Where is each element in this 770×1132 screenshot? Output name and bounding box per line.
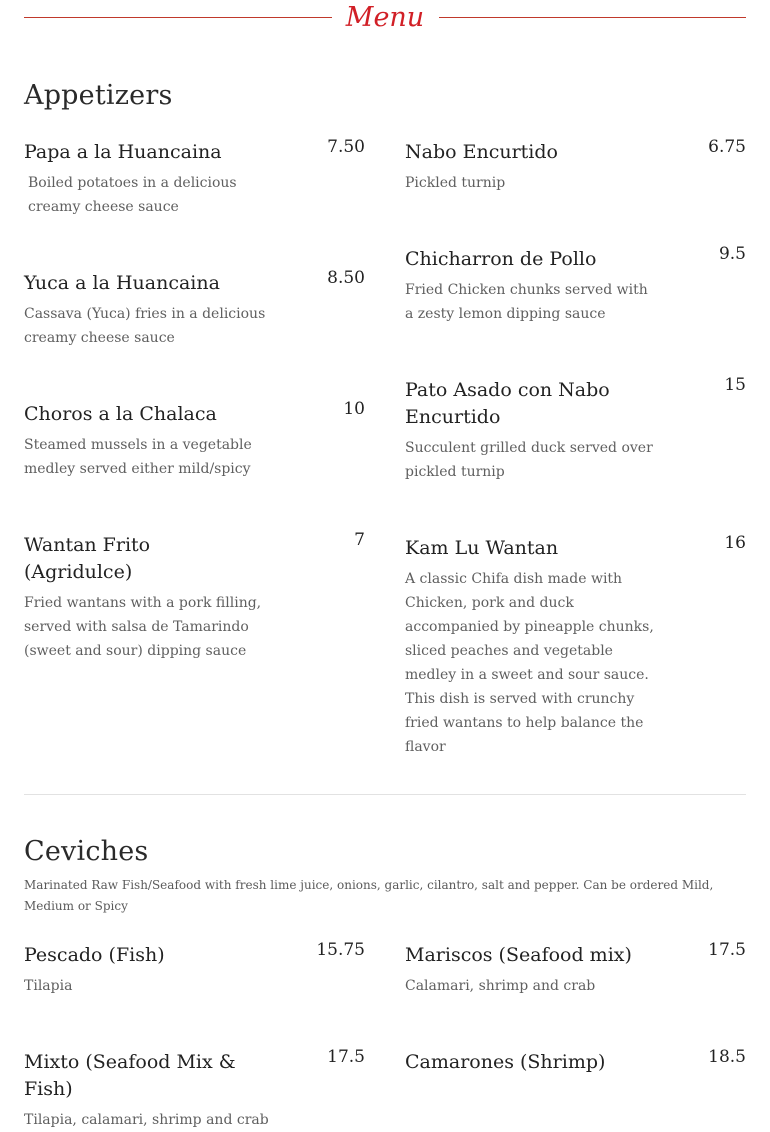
item-description: Fried Chicken chunks served with a zesty lemon dipping sauce	[405, 282, 648, 322]
item-name: Choros a la Chalaca	[24, 403, 217, 425]
item-description: Boiled potatoes in a delicious creamy cheese sauce	[28, 175, 237, 215]
menu-item	[24, 401, 365, 481]
section-title-ceviches: Ceviches	[24, 836, 149, 867]
item-price: 18.5	[708, 1047, 746, 1067]
menu-item	[24, 942, 365, 998]
item-description: Tilapia	[24, 978, 73, 994]
item-price: 15	[724, 375, 746, 395]
item-description: Tilapia, calamari, shrimp and crab	[24, 1112, 269, 1128]
item-description: Calamari, shrimp and crab	[405, 978, 596, 994]
item-price: 17.5	[327, 1047, 365, 1067]
item-price: 10	[343, 399, 365, 419]
menu-header	[24, 0, 746, 38]
item-price: 6.75	[708, 137, 746, 157]
menu-item	[24, 532, 365, 663]
menu-item	[405, 377, 746, 484]
item-name: Chicharron de Pollo	[405, 248, 597, 270]
item-price: 16	[724, 533, 746, 553]
item-price: 15.75	[316, 940, 365, 960]
item-description: Steamed mussels in a vegetable medley served either mild/spicy	[24, 437, 252, 477]
item-price: 7	[354, 530, 365, 550]
menu-item	[24, 270, 365, 350]
menu-item	[24, 1049, 365, 1132]
appetizers-section	[24, 79, 746, 113]
section-divider	[24, 794, 746, 795]
item-name: Wantan Frito (Agridulce)	[24, 534, 151, 583]
item-name: Pescado (Fish)	[24, 944, 165, 966]
menu-item	[405, 535, 746, 759]
menu-item	[405, 139, 746, 195]
item-price: 17.5	[708, 940, 746, 960]
menu-title: Menu	[345, 2, 425, 33]
item-name: Mixto (Seafood Mix & Fish)	[24, 1051, 236, 1100]
item-description: Succulent grilled duck served over pickled turnip	[405, 440, 653, 480]
item-name: Nabo Encurtido	[405, 141, 558, 163]
item-description: Fried wantans with a pork filling, served with salsa de Tamarindo (sweet and sour) dipping sauce	[24, 595, 262, 659]
item-price: 8.50	[327, 268, 365, 288]
item-name: Kam Lu Wantan	[405, 537, 559, 559]
item-name: Papa a la Huancaina	[24, 141, 222, 163]
item-name: Camarones (Shrimp)	[405, 1051, 606, 1073]
header-divider-right	[439, 17, 746, 18]
item-name: Mariscos (Seafood mix)	[405, 944, 632, 966]
item-description: Cassava (Yuca) fries in a delicious creamy cheese sauce	[24, 306, 266, 346]
ceviches-section	[24, 835, 746, 917]
item-name: Yuca a la Huancaina	[24, 272, 220, 294]
menu-item	[405, 942, 746, 998]
menu-item	[24, 139, 365, 219]
item-price: 7.50	[327, 137, 365, 157]
section-title-appetizers: Appetizers	[24, 80, 173, 111]
item-price: 9.5	[718, 244, 746, 264]
item-description: A classic Chifa dish made with Chicken, pork and duck accompanied by pineapple chunks, sliced peaches and vegetable medley in a sweet and sour sauce. This dish is served with crunchy fried wantans to help balance the flavor	[405, 571, 654, 755]
item-description: Pickled turnip	[405, 175, 506, 191]
section-description: Marinated Raw Fish/Seafood with fresh lime juice, onions, garlic, cilantro, salt and pepper. Can be ordered Mild, Medium or Spicy	[24, 878, 714, 913]
menu-item	[405, 246, 746, 326]
item-name: Pato Asado con Nabo Encurtido	[405, 379, 610, 428]
menu-item	[405, 1049, 746, 1076]
